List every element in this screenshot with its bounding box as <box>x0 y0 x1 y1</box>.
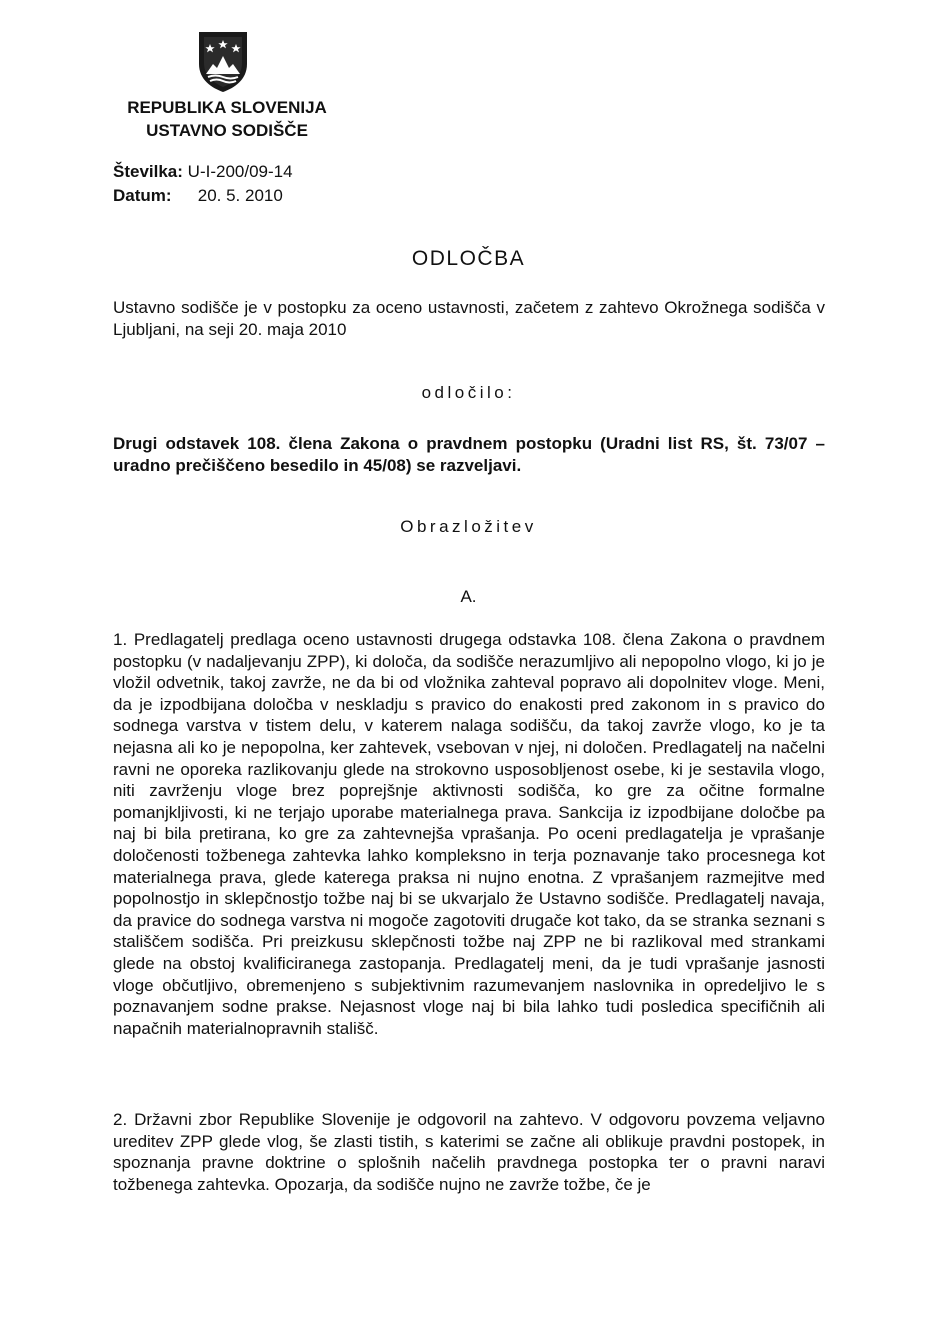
intro-paragraph: Ustavno sodišče je v postopku za oceno ustavnosti, začetem z zahtevo Okrožnega sodišča v Ljubljani, na seji 20. maja 2010 <box>113 298 825 339</box>
case-number-value: U-I-200/09-14 <box>187 162 293 181</box>
body-paragraph-1: 1. Predlagatelj predlaga oceno ustavnosti drugega odstavka 108. člena Zakona o pravdnem postopku (v nadaljevanju ZPP), ki določa, da sodišče nerazumljivo ali nepopolno vlogo, ki jo je vložil odvetnik, takoj zavrže, ne da bi od vložnika zahteval popravo ali dopolnitev vloge. Meni, da je izpodbijana določba v neskladju s pravico do enakosti pred zakonom in s pravico do sodnega varstva v tistem delu, v katerem nalaga sodišču, da takoj zavrže vlogo, ko je ta nejasna ali ko je nepopolna, ker zahtevek, vsebovan v njej, ni določen. Predlagatelj na načelni ravni ne oporeka razlikovanju glede na strokovno usposobljenost osebe, ki je sestavila vlogo, niti zavrženju vloge brez poprejšnje aktivnosti sodišča, ko gre za očitne formalne pomanjkljivosti, ki ne terjajo uporabe materialnega prava. Sankcija iz izpodbijane določbe pa naj bi bila pretirana, ko gre za zahtevnejša vprašanja. Po oceni predlagatelja je vprašanje določenosti tožbenega zahtevka lahko kompleksno in terja poznavanje tako procesnega kot materialnega prava, glede katerega praksa ni nujno enotna. Z vprašanjem razmejitve med popolnostjo in sklepčnostjo tožbe naj bi se ukvarjalo že Ustavno sodišče. Predlagatelj navaja, da pravice do sodnega varstva ni mogoče zagotoviti drugače kot tako, da se stranka seznani s stališčem sodišča. Pri preizkusu sklepčnosti tožbe naj ZPP ne bi razlikoval med strankami glede na obstoj kvalificiranega zastopanja. Predlagatelj meni, da je tudi vprašanje jasnosti vloge občutljivo, obremenjeno s subjektivnim razumevanjem naslovnika in opredeljivo le s poznavanjem sodne prakse. Nejasnost vloge naj bi bila lahko tudi posledica specifičnih ali napačnih materialnopravnih stališč. <box>113 630 825 1038</box>
case-number <box>113 160 293 183</box>
case-number-label: Številka: <box>113 162 183 181</box>
decided-heading: odločilo: <box>421 383 516 402</box>
decision-date <box>113 184 283 207</box>
reasoning-heading: Obrazložitev <box>400 517 537 536</box>
country-name: REPUBLIKA SLOVENIJA <box>127 98 327 117</box>
section-heading-a: A. <box>460 587 477 606</box>
coat-of-arms-icon <box>196 30 250 94</box>
decision-date-label: Datum: <box>113 186 172 205</box>
decision-date-value: 20. 5. 2010 <box>197 186 283 205</box>
document-title: ODLOČBA <box>411 247 526 270</box>
court-name: USTAVNO SODIŠČE <box>146 121 308 140</box>
body-paragraph-2: 2. Državni zbor Republike Slovenije je odgovoril na zahtevo. V odgovoru povzema veljavno ureditev ZPP glede vlog, še zlasti tistih, s katerimi se začne ali oblikuje pravdni postopek, in spoznanja pravne doktrine o splošnih načelih pravdnega postopka ter o pravni naravi tožbenega zahtevka. Opozarja, da sodišče nujno ne zavrže tožbe, če je <box>113 1110 825 1194</box>
ruling-paragraph: Drugi odstavek 108. člena Zakona o pravdnem postopku (Uradni list RS, št. 73/07 – uradno prečiščeno besedilo in 45/08) se razveljavi. <box>113 434 825 475</box>
issuer-header <box>108 96 346 142</box>
